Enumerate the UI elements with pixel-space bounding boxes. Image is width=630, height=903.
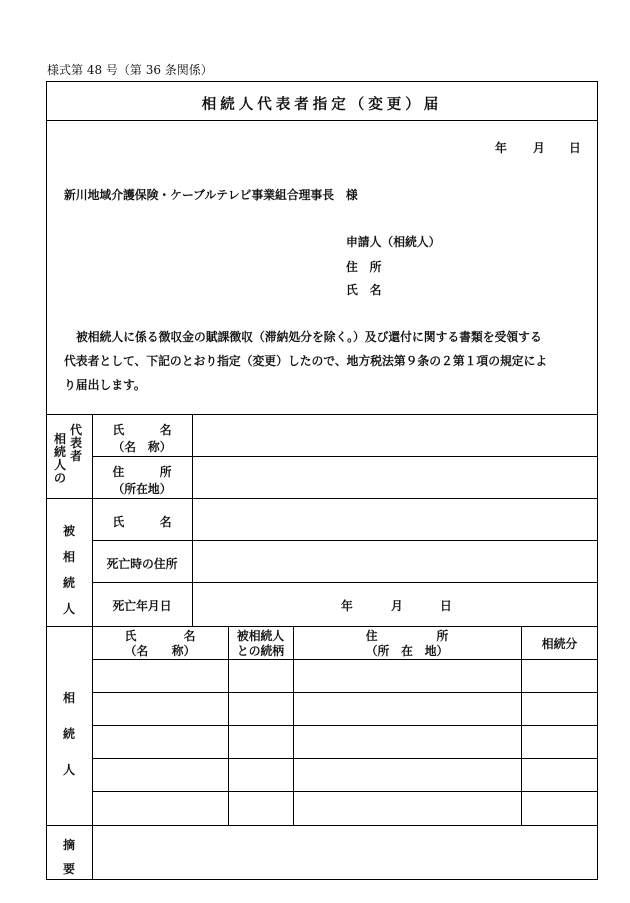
rep-section-label-col1-text: 代 表 者 xyxy=(69,423,82,463)
heirs-col-relation: 被相続人 xyxy=(236,629,285,643)
body-line-2: 代表者として、下記のとおり指定（変更）したので、地方税法第９条の２第１項の規定によ xyxy=(64,354,548,368)
deceased-section-label-text: 被 相 続 人 xyxy=(62,524,75,616)
rep-section-label-col2 xyxy=(53,433,67,485)
remarks-label-text: 摘 要 xyxy=(62,838,75,876)
death-date-month: 月 xyxy=(391,599,403,613)
deceased-address-label: 死亡時の住所 xyxy=(106,557,178,571)
body-line-3: り届出します。 xyxy=(64,378,146,392)
remarks-field[interactable] xyxy=(93,826,597,879)
heirs-col-address-sub: （所 在 地） xyxy=(365,644,449,658)
rep-section-label-col1 xyxy=(69,424,83,463)
deceased-name-label: 氏 名 xyxy=(112,515,172,529)
death-date-day: 日 xyxy=(440,599,452,613)
title-divider xyxy=(47,120,597,121)
body-line-1: 被相続人に係る徴収金の賦課徴収（滞納処分を除く。）及び還付に関する書類を受領する xyxy=(76,330,542,344)
heirs-col-address: 住 所 xyxy=(365,629,449,643)
date-year-label: 年 xyxy=(495,141,507,155)
heirs-section-label xyxy=(61,680,77,788)
applicant-heading: 申請人（相続人） xyxy=(346,235,441,249)
heirs-col-name: 氏 名 xyxy=(124,629,196,643)
heirs-col-share: 相続分 xyxy=(541,637,578,651)
rep-address-label: 住 所 xyxy=(112,465,172,479)
date-day-label: 日 xyxy=(569,141,581,155)
date-month-label: 月 xyxy=(533,141,545,155)
heirs-col-name-sub: （名 称） xyxy=(124,644,196,658)
rep-name-sublabel: （名 称） xyxy=(112,440,172,454)
rep-address-sublabel: （所在地） xyxy=(112,482,172,496)
deceased-section-label xyxy=(61,518,77,622)
rep-name-field[interactable] xyxy=(193,415,597,456)
applicant-address-label: 住 所 xyxy=(346,260,382,274)
heirs-section-label-text: 相 続 人 xyxy=(62,691,75,777)
heirs-col-relation-sub: との続柄 xyxy=(236,644,285,658)
addressee: 新川地域介護保険・ケーブルテレビ事業組合理事長 様 xyxy=(64,188,358,202)
heirs-col-divider-3 xyxy=(521,626,522,825)
deceased-address-field[interactable] xyxy=(193,541,597,582)
deceased-name-field[interactable] xyxy=(193,499,597,540)
form-number: 様式第 48 号（第 36 条関係） xyxy=(47,63,213,77)
deceased-row-divider-2 xyxy=(92,582,597,583)
notification-form xyxy=(46,81,598,880)
death-date-year: 年 xyxy=(341,599,353,613)
remarks-label xyxy=(61,833,77,881)
rep-name-label: 氏 名 xyxy=(112,423,172,437)
rep-section-label-col2-text: 相 続 人 の xyxy=(53,432,66,485)
rep-address-field[interactable] xyxy=(193,457,597,498)
applicant-name-label: 氏 名 xyxy=(346,283,382,297)
death-date-label: 死亡年月日 xyxy=(112,599,172,613)
form-title: 相続人代表者指定（変更）届 xyxy=(201,97,443,113)
